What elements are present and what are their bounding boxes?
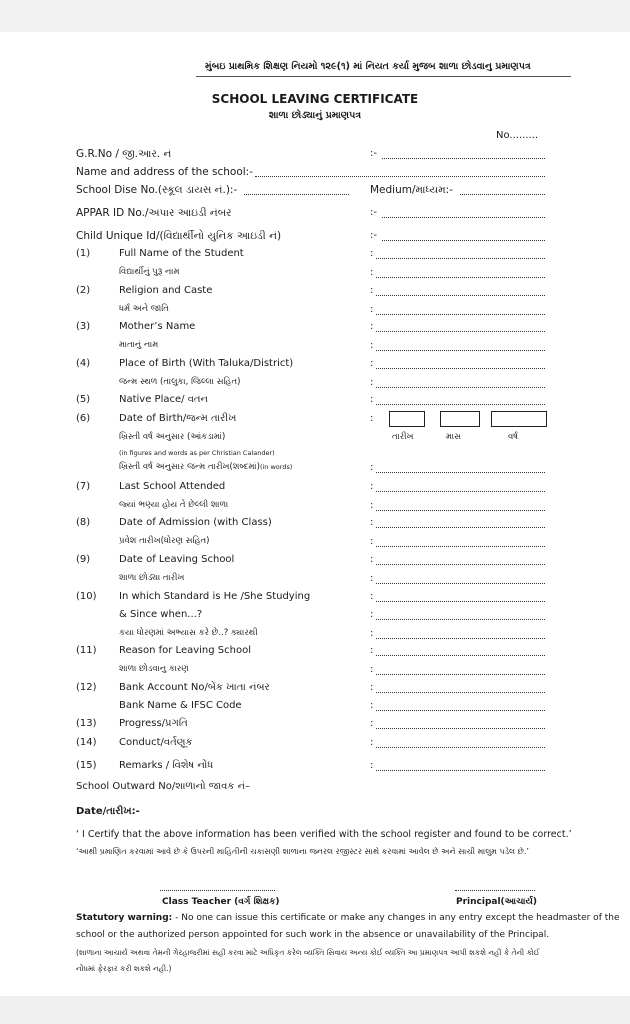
row-6-number: (6) <box>76 413 91 424</box>
row-6-gujarati: ખ્રિસ્તી વર્ષ અનુસાર (આંકડામાં) <box>119 432 226 442</box>
warning-gujarati-2: નોંધમાં ફેરફાર કરી શકશે નહી.) <box>76 964 172 973</box>
dob-words-label: ખ્રિસ્તી વર્ષ અનુસાર જન્મ તારીખ(શબ્દમાં) <box>119 462 260 472</box>
row-10-colon-2: : <box>370 609 374 620</box>
row-4-colon: : <box>370 358 374 369</box>
row-14-label: Conduct/વર્તણૂક <box>119 737 193 748</box>
row-14-blank[interactable] <box>376 747 545 748</box>
row-9-gujarati: શાળા છોડ્યા તારીખ <box>119 573 185 583</box>
row-2-colon-2: : <box>370 304 374 315</box>
statutory-warning <box>76 913 630 923</box>
row-12-label: Bank Account No/બેંક ખાતા નંબર <box>119 682 270 693</box>
certificate-title: SCHOOL LEAVING CERTIFICATE <box>211 92 419 106</box>
row-1-colon-2: : <box>370 267 374 278</box>
row-5-colon: : <box>370 394 374 405</box>
row-10-blank-2[interactable] <box>376 619 545 620</box>
row-8-colon-2: : <box>370 536 374 547</box>
row-7-gujarati: જ્યાં ભણ્યા હોય તે છેલ્લી શાળા <box>119 500 229 510</box>
row-10-colon: : <box>370 591 374 602</box>
school-name-label: Name and address of the school:- <box>76 166 254 178</box>
row-8-number: (8) <box>76 517 91 528</box>
warning-text-2: school or the authorized person appointed for such work in the absence or unavailability of the Principal. <box>76 930 550 940</box>
row-11-blank-2[interactable] <box>376 674 545 675</box>
row-6-colon: : <box>370 413 374 424</box>
dob-words-note: (in words) <box>259 463 293 471</box>
appar-label: APPAR ID No./અપાર આઇડી નંબર <box>76 207 232 219</box>
certificate-number: No......... <box>496 130 539 141</box>
certify-gujarati: ‘આથી પ્રમાણિત કરવામાં આવે છે કે ઉપરની માહિતીની ચકાસણી શાળાના જનરલ રજીસ્ટર સાથે કરવામાં આવેલ છે અને સાચી માલુમ પડેલ છે.’ <box>76 847 529 856</box>
dob-day-box[interactable] <box>389 411 425 427</box>
row-11-label: Reason for Leaving School <box>119 645 251 656</box>
dob-day-label: તારીખ <box>392 432 414 442</box>
row-12-colon-2: : <box>370 700 374 711</box>
row-15-blank[interactable] <box>376 770 545 771</box>
row-1-blank[interactable] <box>376 258 545 259</box>
row-10-gujarati: કયા ધોરણમાં અભ્યાસ કરે છે..? ક્યારથી <box>119 628 258 638</box>
row-7-number: (7) <box>76 481 91 492</box>
row-13-blank[interactable] <box>376 728 545 729</box>
row-10-label: In which Standard is He /She Studying <box>119 591 311 602</box>
row-3-colon: : <box>370 321 374 332</box>
row-2-gujarati: ધર્મ અને જાતિ <box>119 304 169 314</box>
row-8-gujarati: પ્રવેશ તારીખ(ધોરણ સહિત) <box>119 536 210 546</box>
row-7-colon-2: : <box>370 500 374 511</box>
row-12-number: (12) <box>76 682 97 693</box>
row-8-blank[interactable] <box>376 527 545 528</box>
principal-signature-line[interactable] <box>455 890 535 891</box>
certificate-subtitle: શાળા છોડ્યાનું પ્રમાણપત્ર <box>268 110 362 121</box>
row-12-label-2: Bank Name & IFSC Code <box>119 700 242 711</box>
row-4-colon-2: : <box>370 377 374 388</box>
row-2-blank-2[interactable] <box>376 314 545 315</box>
row-1-number: (1) <box>76 248 91 259</box>
dob-month-label: માસ <box>446 432 461 442</box>
teacher-signature-label: Class Teacher (વર્ગ શિક્ષક) <box>162 897 280 907</box>
appar-colon: :- <box>370 207 377 218</box>
row-13-label: Progress/પ્રગતિ <box>119 718 188 729</box>
row-15-colon: : <box>370 760 374 771</box>
row-11-colon-2: : <box>370 664 374 675</box>
certify-english: ‘ I Certify that the above information has been verified with the school register and found to be correct.’ <box>76 829 572 840</box>
row-4-gujarati: જન્મ સ્થળ (તાલુકા, જિલ્લા સહિત) <box>119 377 241 387</box>
gr-no-label: G.R.No / જી.આર. નં <box>76 148 172 160</box>
top-margin <box>0 0 630 32</box>
warning-text-1: - No one can issue this certificate or make any changes in any entry except the headmaster of the <box>172 913 620 923</box>
child-id-colon: :- <box>370 230 377 241</box>
row-4-label: Place of Birth (With Taluka/District) <box>119 358 294 369</box>
appar-blank[interactable] <box>382 217 545 218</box>
row-4-blank[interactable] <box>376 368 545 369</box>
row-2-number: (2) <box>76 285 91 296</box>
row-3-blank[interactable] <box>376 331 545 332</box>
child-id-label: Child Unique Id/(વિદ્યાર્થીનો યુનિક આઇડી નં) <box>76 230 282 242</box>
row-8-colon: : <box>370 517 374 528</box>
dob-month-box[interactable] <box>440 411 480 427</box>
row-12-colon: : <box>370 682 374 693</box>
row-9-label: Date of Leaving School <box>119 554 235 565</box>
dob-words-blank[interactable] <box>376 472 545 473</box>
row-7-blank-2[interactable] <box>376 510 545 511</box>
row-3-label: Mother’s Name <box>119 321 196 332</box>
row-5-number: (5) <box>76 394 91 405</box>
row-6-gujarati-words <box>119 462 292 472</box>
row-8-blank-2[interactable] <box>376 546 545 547</box>
medium-label: Medium/માધ્યમ:- <box>370 184 454 196</box>
warning-label: Statutory warning: <box>76 913 173 923</box>
row-14-colon: : <box>370 737 374 748</box>
row-13-number: (13) <box>76 718 97 729</box>
row-6-label: Date of Birth/જન્મ તારીખ <box>119 413 237 424</box>
school-name-blank[interactable] <box>255 176 545 177</box>
row-7-colon: : <box>370 481 374 492</box>
gr-no-blank[interactable] <box>382 158 545 159</box>
dob-year-box[interactable] <box>491 411 547 427</box>
row-5-label: Native Place/ વતન <box>119 394 209 405</box>
row-12-blank[interactable] <box>376 692 545 693</box>
date-label: Date/તારીખ:- <box>76 806 140 817</box>
row-2-colon: : <box>370 285 374 296</box>
teacher-signature-line[interactable] <box>160 890 275 891</box>
row-3-gujarati: માતાનું નામ <box>119 340 159 350</box>
row-3-blank-2[interactable] <box>376 350 545 351</box>
row-7-label: Last School Attended <box>119 481 226 492</box>
row-6-colon-2: : <box>370 462 374 473</box>
row-9-blank[interactable] <box>376 564 545 565</box>
row-11-gujarati: શાળા છોડવાનુ કારણ <box>119 664 189 674</box>
medium-blank[interactable] <box>460 194 545 195</box>
row-14-number: (14) <box>76 737 97 748</box>
row-11-blank[interactable] <box>376 655 545 656</box>
header-rule-reference: મુંબઇ પ્રાથમિક શિક્ષણ નિયમો ૧૨૯(૧) માં નિયત કર્યા મુજબ શાળા છોડવાનુ પ્રમાણપત્ર <box>205 61 531 72</box>
row-15-label: Remarks / વિશેષ નોંધ <box>119 760 214 771</box>
row-4-number: (4) <box>76 358 91 369</box>
dise-label: School Dise No.(સ્કૂલ ડાયસ નં.):- <box>76 184 238 196</box>
row-1-gujarati: વિદ્યાર્થીનું પુરૂ નામ <box>119 267 180 277</box>
row-9-blank-2[interactable] <box>376 583 545 584</box>
row-5-blank[interactable] <box>376 404 545 405</box>
row-11-number: (11) <box>76 645 97 656</box>
row-10-label-2: & Since when...? <box>119 609 203 620</box>
gr-no-colon: :- <box>370 148 377 159</box>
row-10-number: (10) <box>76 591 97 602</box>
dise-blank[interactable] <box>244 194 349 195</box>
row-1-blank-2[interactable] <box>376 277 545 278</box>
row-9-number: (9) <box>76 554 91 565</box>
row-7-blank[interactable] <box>376 491 545 492</box>
row-2-label: Religion and Caste <box>119 285 213 296</box>
row-15-number: (15) <box>76 760 97 771</box>
row-1-colon: : <box>370 248 374 259</box>
row-3-colon-2: : <box>370 340 374 351</box>
bottom-margin <box>0 996 630 1024</box>
dob-year-label: વર્ષ <box>508 432 519 442</box>
row-4-blank-2[interactable] <box>376 387 545 388</box>
row-2-blank[interactable] <box>376 295 545 296</box>
row-1-label: Full Name of the Student <box>119 248 244 259</box>
row-9-colon: : <box>370 554 374 565</box>
principal-signature-label: Principal(આચાર્ય) <box>456 897 537 907</box>
outward-number-label: School Outward No/શાળાનો જાવક નં– <box>76 781 251 792</box>
child-id-blank[interactable] <box>382 240 545 241</box>
warning-gujarati-1: (શાળાના આચાર્ય અથવા તેમની ગેરહાજરીમાં સહી કરવા માટે અધિકૃત કરેલ વ્યક્તિ સિવાય અન્ય કોઈ વ્યક્તિ આ પ્રમાણપત્ર આપી શકશે નહીં કે તેની કોઈ <box>76 948 540 957</box>
row-10-blank-3[interactable] <box>376 638 545 639</box>
row-10-blank[interactable] <box>376 601 545 602</box>
row-10-colon-3: : <box>370 628 374 639</box>
row-3-number: (3) <box>76 321 91 332</box>
row-8-label: Date of Admission (with Class) <box>119 517 272 528</box>
row-11-colon: : <box>370 645 374 656</box>
row-13-colon: : <box>370 718 374 729</box>
header-underline <box>196 76 571 77</box>
row-12-blank-2[interactable] <box>376 710 545 711</box>
row-6-note: (in figures and words as per Christian Calander) <box>119 449 275 457</box>
row-9-colon-2: : <box>370 573 374 584</box>
